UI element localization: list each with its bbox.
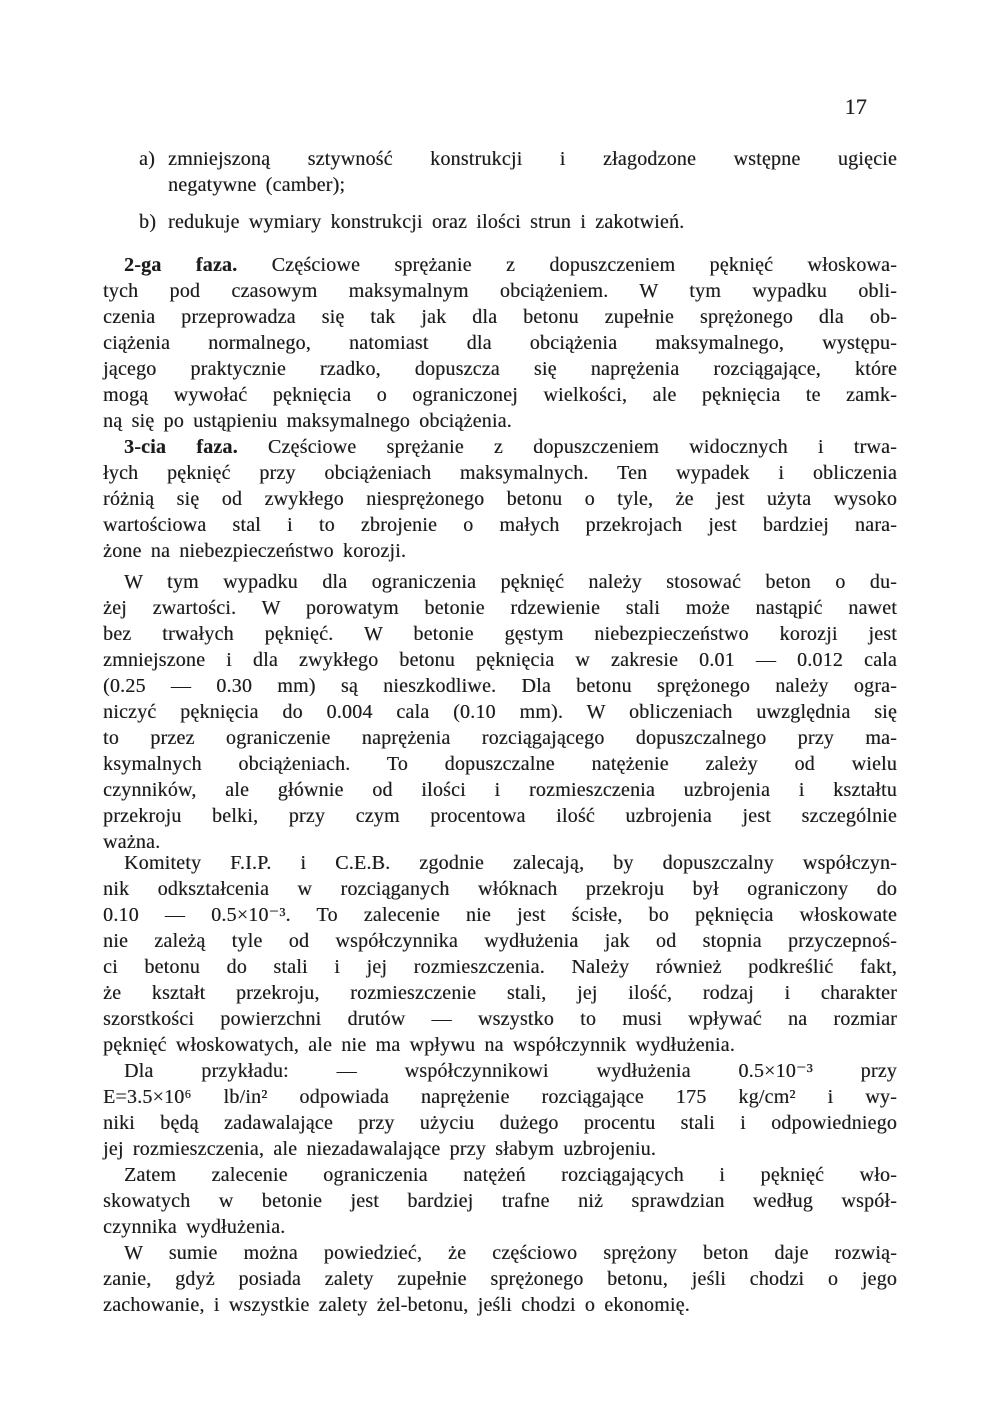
- text-line: żone na niebezpieczeństwo korozji.: [103, 540, 407, 562]
- paragraph-lead: 3-cia faza.: [124, 436, 238, 458]
- text-line: (0.25 — 0.30 mm) są nieszkodliwe. Dla betonu sprężonego należy ogra-: [103, 675, 897, 697]
- list-marker: b): [139, 211, 157, 233]
- text-line: 0.10 — 0.5×10⁻³. To zalecenie nie jest ścisłe, bo pęknięcia włoskowate: [103, 904, 897, 926]
- paragraph-przyklad: [103, 1058, 897, 1162]
- list-item-a: [103, 146, 897, 198]
- text-line: skowatych w betonie jest bardziej trafne niż sprawdzian według współ-: [103, 1190, 897, 1212]
- text-line: czynników, ale głównie od ilości i rozmieszczenia uzbrojenia i kształtu: [103, 779, 897, 801]
- text-line: nik odkształcenia w rozciąganych włóknach przekroju był ograniczony do: [103, 878, 897, 900]
- text-line: zmniejszoną sztywność konstrukcji i złagodzone wstępne ugięcie: [168, 148, 897, 170]
- text-line: redukuje wymiary konstrukcji oraz ilości strun i zakotwień.: [168, 211, 685, 233]
- paragraph-zatem: [103, 1162, 897, 1240]
- text-line: 2-ga faza. Częściowe sprężanie z dopuszczeniem pęknięć włoskowa-: [124, 254, 897, 276]
- text-line: ną się po ustąpieniu maksymalnego obciążenia.: [103, 410, 512, 432]
- text-line: przekroju belki, przy czym procentowa ilość uzbrojenia jest szczególnie: [103, 805, 897, 827]
- text-line: zachowanie, i wszystkie zalety żel-betonu, jeśli chodzi o ekonomię.: [103, 1294, 690, 1316]
- paragraph-faza-3: [103, 434, 897, 564]
- text-line: E=3.5×10⁶ lb/in² odpowiada naprężenie rozciągające 175 kg/cm² i wy-: [103, 1086, 897, 1108]
- paragraph-lead: 2-ga faza.: [124, 254, 238, 276]
- list-marker: a): [139, 148, 155, 170]
- text-line: szorstkości powierzchni drutów — wszystko to musi wpływać na rozmiar: [103, 1008, 897, 1030]
- text-line: mogą wywołać pęknięcia o ograniczonej wielkości, ale pęknięcia te zamk-: [103, 384, 897, 406]
- paragraph-podsumowanie: [103, 1240, 897, 1318]
- text-line: 3-cia faza. Częściowe sprężanie z dopuszczeniem widocznych i trwa-: [124, 436, 897, 458]
- text-line: różnią się od zwykłego niesprężonego betonu o tyle, że jest użyta wysoko: [103, 488, 897, 510]
- list-item-b: [103, 209, 897, 235]
- text-line: zanie, gdyż posiada zalety zupełnie sprężonego betonu, jeśli chodzi o jego: [103, 1268, 897, 1290]
- text-line: W tym wypadku dla ograniczenia pęknięć należy stosować beton o du-: [124, 571, 897, 593]
- text-line: ciążenia normalnego, natomiast dla obciążenia maksymalnego, występu-: [103, 332, 897, 354]
- text-line: negatywne (camber);: [168, 174, 346, 196]
- text-line: Dla przykładu: — współczynnikowi wydłużenia 0.5×10⁻³ przy: [124, 1060, 897, 1082]
- paragraph-komitety: [103, 850, 897, 1058]
- text-line: pęknięć włoskowatych, ale nie ma wpływu na współczynnik wydłużenia.: [103, 1034, 735, 1056]
- text-line: niki będą zadawalające przy użyciu dużego procentu stali i odpowiedniego: [103, 1112, 897, 1134]
- text-line: łych pęknięć przy obciążeniach maksymalnych. Ten wypadek i obliczenia: [103, 462, 897, 484]
- text-line: jącego praktycznie rzadko, dopuszcza się naprężenia rozciągające, które: [103, 358, 897, 380]
- text-line: zmniejszone i dla zwykłego betonu pęknięcia w zakresie 0.01 — 0.012 cala: [103, 649, 897, 671]
- text-line: niczyć pęknięcia do 0.004 cala (0.10 mm). W obliczeniach uwzględnia się: [103, 701, 897, 723]
- paragraph-ograniczenie-pekniec: [103, 569, 897, 855]
- text-line: Komitety F.I.P. i C.E.B. zgodnie zalecają, by dopuszczalny współczyn-: [124, 852, 897, 874]
- text-line: czenia przeprowadza się tak jak dla betonu zupełnie sprężonego dla ob-: [103, 306, 897, 328]
- text-line: żej zwartości. W porowatym betonie rdzewienie stali może nastąpić nawet: [103, 597, 897, 619]
- text-line: jej rozmieszczenia, ale niezadawalające przy słabym uzbrojeniu.: [103, 1138, 656, 1160]
- text-line: tych pod czasowym maksymalnym obciążeniem. W tym wypadku obli-: [103, 280, 897, 302]
- text-line: Zatem zalecenie ograniczenia natężeń rozciągających i pęknięć wło-: [124, 1164, 897, 1186]
- text-line: że kształt przekroju, rozmieszczenie stali, jej ilość, rodzaj i charakter: [103, 982, 897, 1004]
- text-line: ci betonu do stali i jej rozmieszczenia. Należy również podkreślić fakt,: [103, 956, 897, 978]
- text-line: to przez ograniczenie naprężenia rozciągającego dopuszczalnego przy ma-: [103, 727, 897, 749]
- text-line: ksymalnych obciążeniach. To dopuszczalne natężenie zależy od wielu: [103, 753, 897, 775]
- text-line: ważna.: [103, 831, 161, 853]
- page-number: 17: [844, 94, 867, 119]
- paragraph-faza-2: [103, 252, 897, 434]
- text-line: czynnika wydłużenia.: [103, 1216, 286, 1238]
- text-line: W sumie można powiedzieć, że częściowo sprężony beton daje rozwią-: [124, 1242, 897, 1264]
- text-line: bez trwałych pęknięć. W betonie gęstym niebezpieczeństwo korozji jest: [103, 623, 897, 645]
- text-line: wartościowa stal i to zbrojenie o małych przekrojach jest bardziej nara-: [103, 514, 897, 536]
- text-line: nie zależą tyle od współczynnika wydłużenia jak od stopnia przyczepnoś-: [103, 930, 897, 952]
